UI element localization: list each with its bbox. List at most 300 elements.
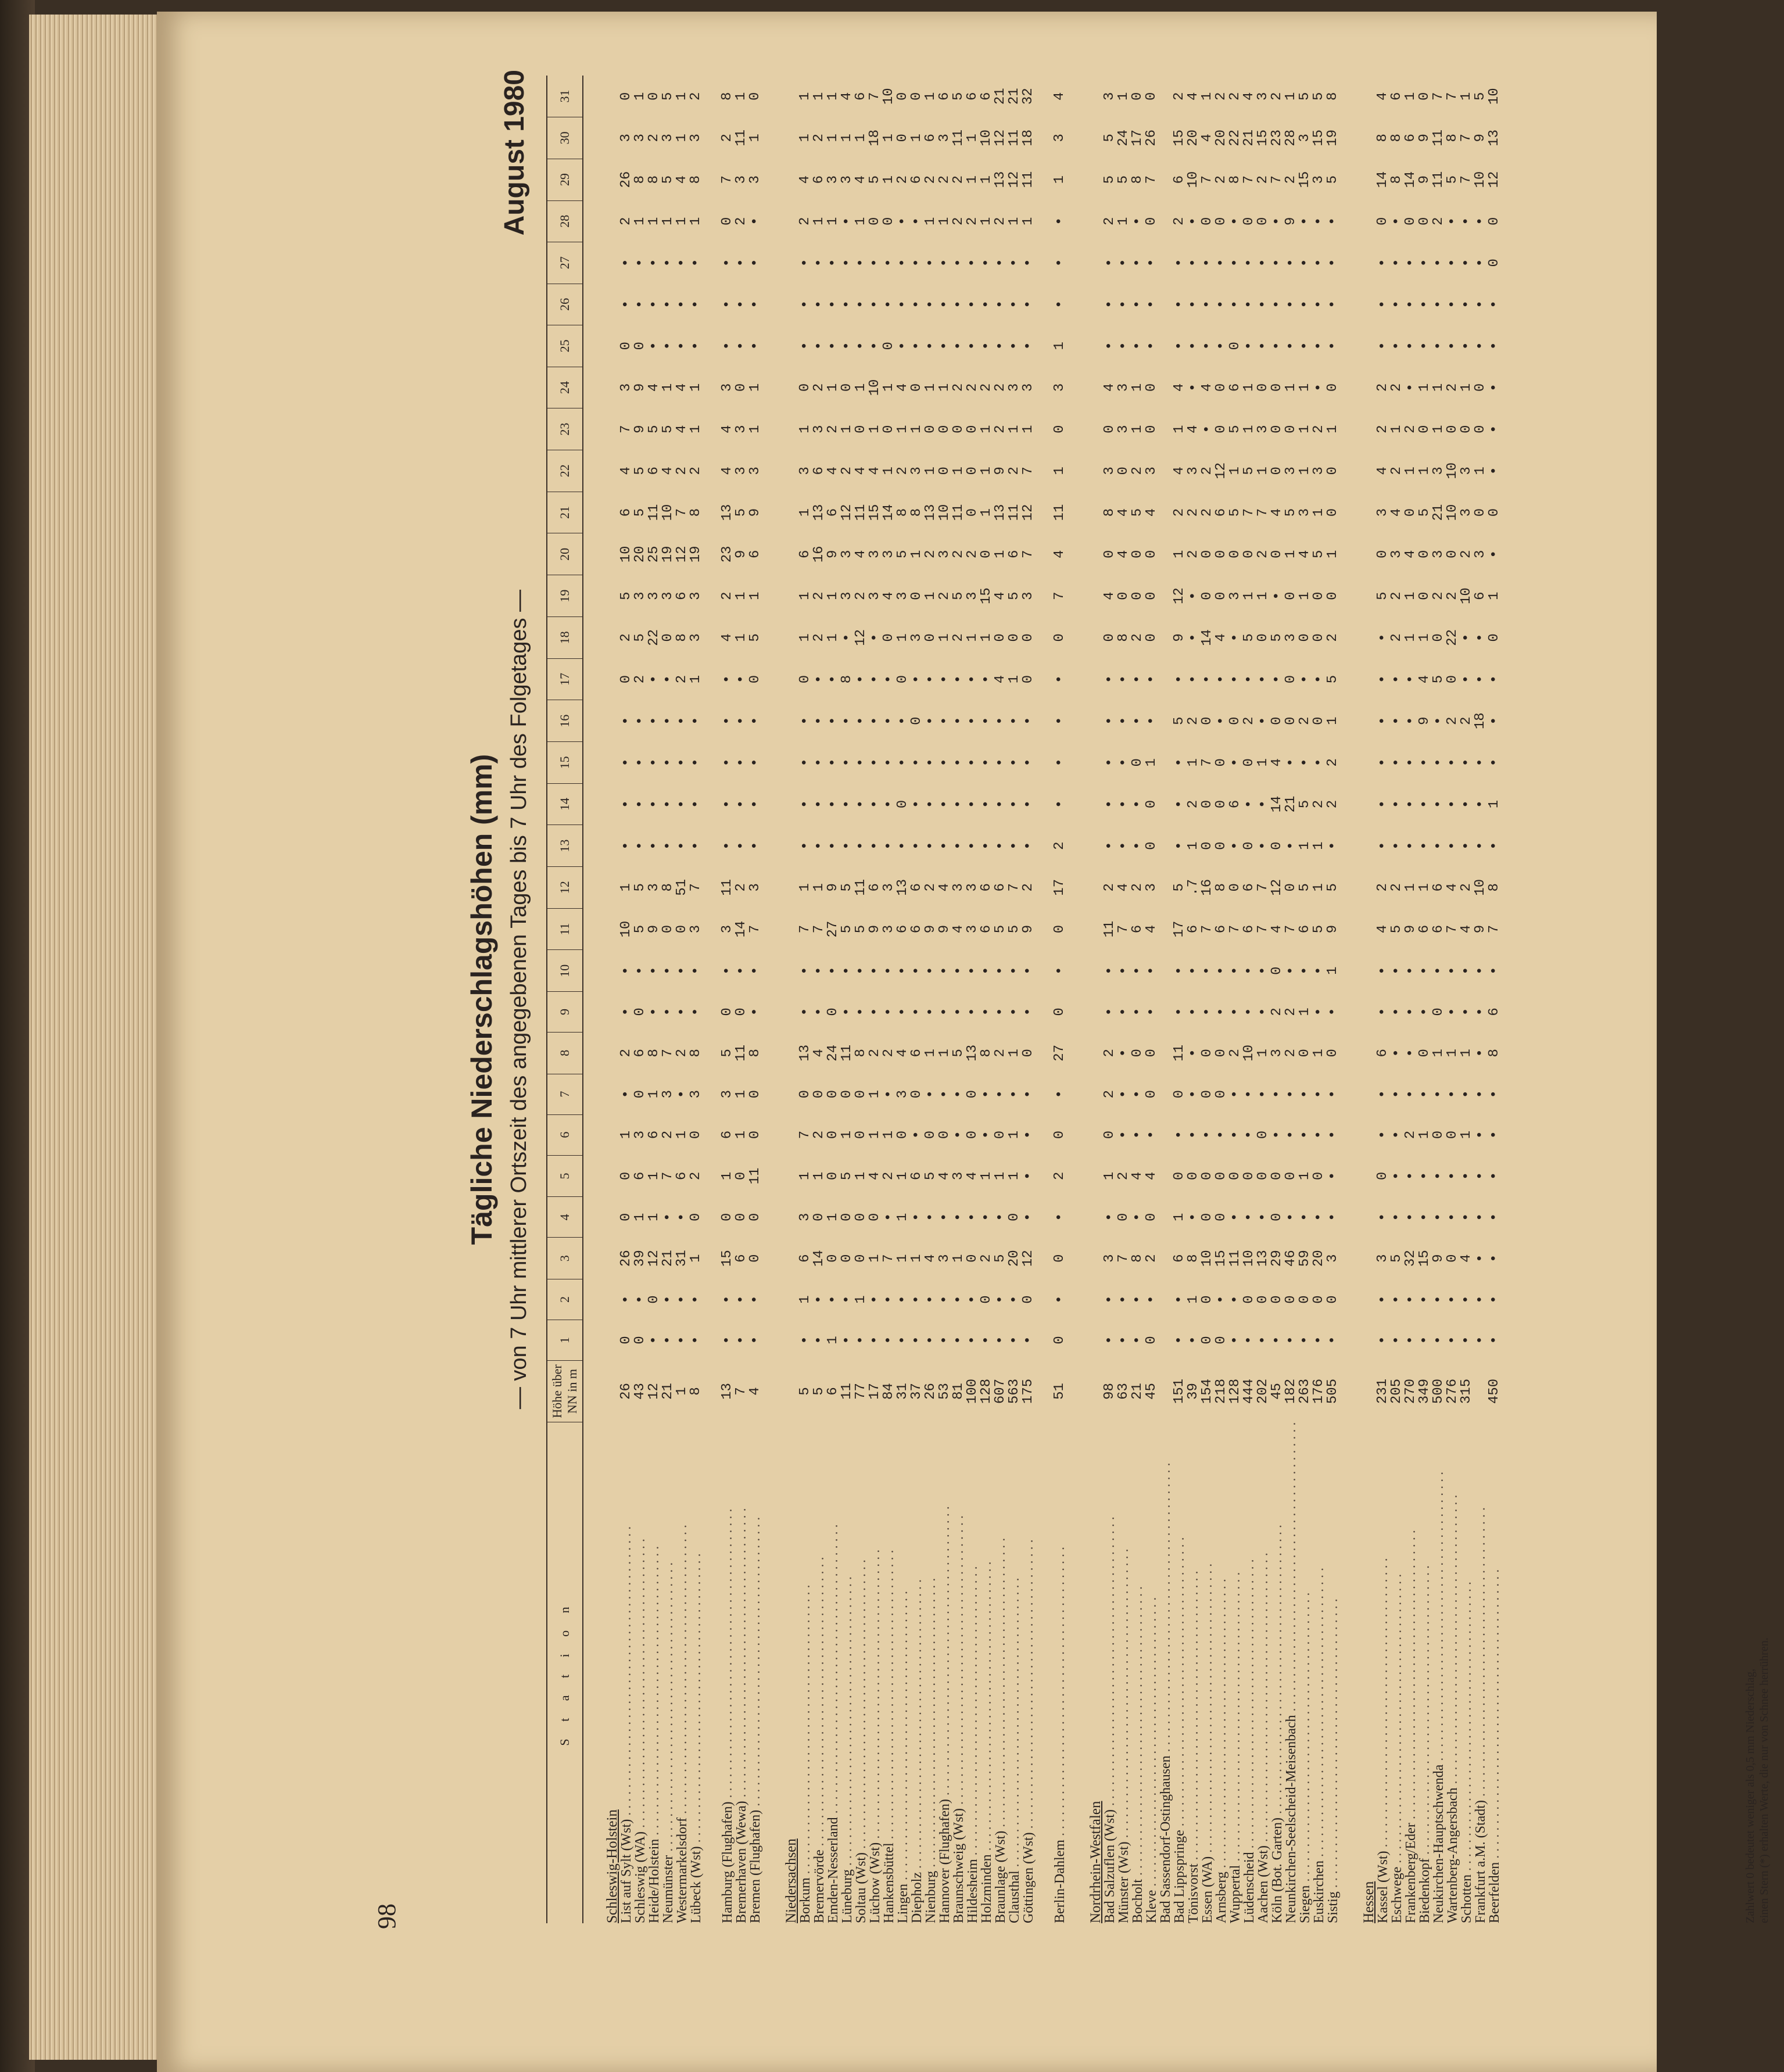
daily-value: • <box>646 342 662 350</box>
daily-value: • <box>1417 1336 1432 1345</box>
daily-value: • <box>1375 675 1391 684</box>
daily-value: 0 <box>937 1130 952 1139</box>
state-heading-row <box>601 76 619 1923</box>
group-spacer <box>1067 76 1084 1923</box>
station-height: 26 <box>618 1383 634 1400</box>
daily-value: • <box>1020 1089 1036 1099</box>
daily-value: • <box>1445 966 1460 975</box>
daily-value: • <box>632 800 648 809</box>
daily-value: 2 <box>1311 800 1327 809</box>
daily-value: • <box>881 841 897 850</box>
daily-value: 1 <box>937 1049 952 1057</box>
daily-value: 1 <box>979 633 994 642</box>
daily-value: • <box>1389 1049 1405 1057</box>
station-height: 202 <box>1255 1378 1271 1404</box>
daily-value: 6 <box>895 924 911 934</box>
daily-value: • <box>1283 758 1299 767</box>
daily-value: 4 <box>951 924 966 934</box>
daily-value: • <box>1185 1008 1201 1016</box>
daily-value: 0 <box>618 1336 634 1345</box>
state-heading-row <box>780 76 798 1923</box>
daily-value: 0 <box>1144 633 1159 642</box>
daily-value: 12 <box>1486 171 1502 188</box>
daily-value: • <box>1102 259 1117 267</box>
daily-value: • <box>811 675 827 684</box>
daily-value: • <box>797 758 813 767</box>
station-height: 276 <box>1445 1378 1460 1404</box>
daily-value: • <box>1417 342 1432 350</box>
daily-value: 1 <box>1283 550 1299 559</box>
daily-value: 1 <box>1255 467 1271 475</box>
daily-value: 1 <box>1431 383 1446 392</box>
daily-value: 0 <box>1255 1130 1271 1139</box>
table-row <box>1215 76 1228 1923</box>
daily-value: • <box>797 966 813 975</box>
daily-value: 21 <box>993 88 1008 105</box>
daily-value: • <box>1459 633 1474 642</box>
daily-value: • <box>674 342 690 350</box>
daily-value: • <box>1172 675 1187 684</box>
daily-value: • <box>1403 1213 1418 1222</box>
daily-value: • <box>674 300 690 309</box>
station-name <box>1008 1422 1022 1923</box>
station-height: 263 <box>1297 1378 1313 1404</box>
daily-value: • <box>839 1008 855 1016</box>
daily-value: 1 <box>909 425 925 433</box>
group-spacer <box>1036 76 1053 1923</box>
daily-value: • <box>1445 342 1460 350</box>
daily-value: 2 <box>951 175 966 184</box>
leader-dots: . . . . . . . . . . . . . . . . . . . . . . . . . . . . . . . . . . . . . . . . . . <box>1214 1579 1229 1872</box>
daily-value: 15 <box>867 504 883 521</box>
daily-value: 2 <box>1255 175 1271 184</box>
daily-value: 0 <box>839 1213 855 1222</box>
daily-value: • <box>1473 1336 1488 1345</box>
daily-value: 11 <box>853 504 869 521</box>
daily-value: 8 <box>688 175 704 184</box>
daily-value: 8 <box>660 883 676 892</box>
daily-value: • <box>674 716 690 725</box>
daily-value: 0 <box>1052 924 1067 934</box>
height-column-header <box>547 1360 583 1422</box>
daily-value: • <box>909 1130 925 1139</box>
daily-value: • <box>1269 259 1285 267</box>
daily-value: 3 <box>688 924 704 934</box>
daily-value: • <box>1311 1130 1327 1139</box>
station-height: 7 <box>733 1387 749 1396</box>
daily-value: 2 <box>853 592 869 600</box>
daily-value: 1 <box>1311 841 1327 850</box>
daily-value: 0 <box>1325 592 1341 600</box>
station-name-text: Tönisvorst <box>1186 1863 1201 1923</box>
daily-value: 5 <box>733 508 749 517</box>
station-name <box>952 1422 966 1923</box>
daily-value: 1 <box>979 425 994 433</box>
daily-value: 0 <box>1116 1213 1131 1222</box>
daily-value <box>1159 1197 1173 1238</box>
daily-value: 1 <box>923 383 938 392</box>
station-height: 84 <box>881 1383 897 1400</box>
daily-value: 11 <box>951 129 966 146</box>
daily-value: • <box>1486 342 1502 350</box>
daily-value: • <box>1389 675 1405 684</box>
daily-value: • <box>674 800 690 809</box>
daily-value <box>1159 700 1173 742</box>
daily-value: • <box>733 800 749 809</box>
daily-value: 51 <box>674 879 690 896</box>
daily-value: 8 <box>979 1049 994 1057</box>
daily-value: • <box>618 259 634 267</box>
daily-value: 0 <box>1227 550 1243 559</box>
daily-value: 32 <box>1403 1250 1418 1267</box>
daily-value: • <box>895 1008 911 1016</box>
daily-value: 0 <box>1255 633 1271 642</box>
daily-value: • <box>1417 841 1432 850</box>
daily-value: 0 <box>1116 467 1131 475</box>
daily-value: • <box>895 841 911 850</box>
daily-value: 1 <box>646 1089 662 1099</box>
daily-value: • <box>1213 342 1229 350</box>
daily-value: • <box>1473 217 1488 225</box>
daily-value: • <box>853 1008 869 1016</box>
daily-value: • <box>1431 1213 1446 1222</box>
daily-value: • <box>1185 1336 1201 1345</box>
daily-value: • <box>895 300 911 309</box>
daily-value: 0 <box>747 1130 763 1139</box>
daily-value: • <box>747 966 763 975</box>
daily-value: 6 <box>1227 383 1243 392</box>
daily-value: • <box>881 1008 897 1016</box>
leader-dots: . . . . . . . . . . . . . . . . . . . . . . . . . . . . . . . . . . . . . . . . . . <box>1403 1530 1418 1823</box>
daily-value: • <box>1459 675 1474 684</box>
daily-value: • <box>1052 1213 1067 1222</box>
daily-value: 12 <box>1006 171 1022 188</box>
daily-value: • <box>1130 1295 1145 1304</box>
daily-value: 6 <box>797 550 813 559</box>
daily-value: • <box>674 1295 690 1304</box>
daily-value: • <box>1473 342 1488 350</box>
daily-value: • <box>1006 841 1022 850</box>
daily-value: 0 <box>811 1213 827 1222</box>
daily-value: 1 <box>688 1254 704 1263</box>
daily-value: • <box>747 800 763 809</box>
daily-value: 13 <box>811 504 827 521</box>
daily-value: 6 <box>1185 924 1201 934</box>
daily-value: • <box>1473 841 1488 850</box>
daily-value: • <box>660 716 676 725</box>
daily-value: 4 <box>646 383 662 392</box>
page-number: 98 <box>372 1903 401 1929</box>
daily-value: 3 <box>951 883 966 892</box>
daily-value: • <box>965 966 980 975</box>
station-name-text: Lüchow (Wst) <box>868 1842 883 1923</box>
daily-value: 0 <box>1311 633 1327 642</box>
daily-value: • <box>881 1336 897 1345</box>
daily-value: • <box>1375 800 1391 809</box>
daily-value: 1 <box>1241 592 1257 600</box>
daily-value: 0 <box>1325 1049 1341 1057</box>
daily-value: • <box>1389 841 1405 850</box>
daily-value: • <box>937 1336 952 1345</box>
table-row <box>1432 76 1446 1923</box>
daily-value: • <box>1403 758 1418 767</box>
daily-value: • <box>618 300 634 309</box>
daily-value: 2 <box>1431 592 1446 600</box>
daily-value: 0 <box>1325 467 1341 475</box>
daily-value: 2 <box>1403 425 1418 433</box>
day-column-header: 17 <box>547 658 583 700</box>
daily-value: • <box>811 758 827 767</box>
daily-value: 2 <box>937 175 952 184</box>
daily-value: 2 <box>1102 1089 1117 1099</box>
daily-value: 1 <box>632 92 648 101</box>
daily-value: • <box>1375 633 1391 642</box>
station-name-text: Berlin-Dahlem <box>1052 1840 1067 1923</box>
daily-value: • <box>688 841 704 850</box>
daily-value: 2 <box>951 633 966 642</box>
station-name <box>1404 1422 1418 1923</box>
table-row <box>1159 76 1173 1923</box>
daily-value: • <box>674 1089 690 1099</box>
daily-value: 19 <box>660 546 676 563</box>
daily-value: 9 <box>1325 924 1341 934</box>
daily-value: • <box>747 841 763 850</box>
daily-value: • <box>1116 841 1131 850</box>
daily-value: • <box>1213 259 1229 267</box>
daily-value: 0 <box>1269 841 1285 850</box>
daily-value: 10 <box>979 129 994 146</box>
daily-value: • <box>1473 800 1488 809</box>
daily-value: 18 <box>1020 129 1036 146</box>
daily-value: • <box>1389 1130 1405 1139</box>
daily-value: • <box>1431 1171 1446 1181</box>
daily-value: • <box>979 716 994 725</box>
table-row <box>994 76 1008 1923</box>
daily-value: • <box>965 259 980 267</box>
daily-value: • <box>937 800 952 809</box>
station-name <box>748 1422 762 1923</box>
daily-value: 1 <box>733 592 749 600</box>
daily-value: 0 <box>719 1213 735 1222</box>
daily-value: • <box>1006 716 1022 725</box>
daily-value: 9 <box>1417 175 1432 184</box>
daily-value: • <box>923 1089 938 1099</box>
daily-value: • <box>951 1089 966 1099</box>
daily-value: • <box>1431 300 1446 309</box>
daily-value: • <box>909 841 925 850</box>
daily-value: 7 <box>1431 92 1446 101</box>
daily-value: 1 <box>1255 592 1271 600</box>
footnote-line-1: Zahlwert 0 bedeutet weniger als 0,5 mm Niederschlag, <box>1744 1668 1757 1923</box>
daily-value: 1 <box>797 592 813 600</box>
daily-value: 0 <box>1144 1213 1159 1222</box>
daily-value: 25 <box>646 546 662 563</box>
daily-value: 1 <box>937 383 952 392</box>
table-row <box>735 76 748 1923</box>
daily-value: • <box>1311 1336 1327 1345</box>
leader-dots: . . . . . . . . . . . . . . . . . . . . . . . . . . . . . . . . . . . . . . . . . . <box>633 1539 648 1832</box>
daily-value: 3 <box>1102 92 1117 101</box>
station-height: 45 <box>1269 1383 1285 1400</box>
daily-value: 3 <box>1311 467 1327 475</box>
daily-value: • <box>719 259 735 267</box>
leader-dots: . . . . . . . . . . . . . . . . . . . . . . . . . . . . . . . . . . . . . . . . . . <box>895 1591 911 1884</box>
daily-value: • <box>1473 1295 1488 1304</box>
daily-value: 7 <box>747 924 763 934</box>
daily-value: 3 <box>632 134 648 142</box>
daily-value: • <box>1227 1295 1243 1304</box>
daily-value: 4 <box>674 175 690 184</box>
daily-value: • <box>1297 300 1313 309</box>
station-name-text: Braunlage (Wst) <box>993 1830 1008 1923</box>
daily-value: 11 <box>646 504 662 521</box>
table-row <box>748 76 762 1923</box>
daily-value: • <box>1297 1336 1313 1345</box>
daily-value: • <box>1403 300 1418 309</box>
daily-value: 8 <box>1227 175 1243 184</box>
station-name <box>1270 1422 1284 1923</box>
daily-value: • <box>797 1336 813 1345</box>
daily-value: • <box>923 758 938 767</box>
daily-value: 0 <box>674 924 690 934</box>
daily-value: • <box>1185 217 1201 225</box>
daily-value: 2 <box>660 1130 676 1139</box>
daily-value: • <box>1006 342 1022 350</box>
leader-dots: . . . . . . . . . . . . . . . . . . . . . . . . . . . . . . . . . . . . . . . . . . <box>734 1508 749 1801</box>
daily-value: 1 <box>660 217 676 225</box>
daily-value: • <box>1311 383 1327 392</box>
daily-value: 4 <box>895 383 911 392</box>
daily-value: 12 <box>1269 879 1285 896</box>
daily-value: 6 <box>674 592 690 600</box>
daily-value: 10 <box>1241 1044 1257 1062</box>
daily-value: 6 <box>1241 924 1257 934</box>
station-name <box>647 1422 661 1923</box>
daily-value: 8 <box>1325 92 1341 101</box>
daily-value: 28 <box>1283 129 1299 146</box>
daily-value: • <box>1116 1008 1131 1016</box>
daily-value: 2 <box>1241 716 1257 725</box>
daily-value: 6 <box>1172 1254 1187 1263</box>
daily-value: 2 <box>839 467 855 475</box>
daily-value: 6 <box>674 1171 690 1181</box>
daily-value: • <box>1185 1130 1201 1139</box>
daily-value: • <box>993 1089 1008 1099</box>
daily-value: 1 <box>825 1213 841 1222</box>
daily-value: • <box>1459 1008 1474 1016</box>
daily-value: 3 <box>965 592 980 600</box>
daily-value: • <box>719 758 735 767</box>
daily-value: 0 <box>660 633 676 642</box>
station-height: 154 <box>1199 1378 1215 1404</box>
daily-value: • <box>1241 1089 1257 1099</box>
station-name-text: Lüneburg <box>840 1869 855 1923</box>
day-column-header: 5 <box>547 1155 583 1197</box>
daily-value: 6 <box>811 175 827 184</box>
daily-value: 15 <box>1297 171 1313 188</box>
daily-value: • <box>1403 800 1418 809</box>
daily-value: 1 <box>1185 758 1201 767</box>
daily-value: • <box>909 758 925 767</box>
daily-value: • <box>674 966 690 975</box>
daily-value: 0 <box>1130 92 1145 101</box>
daily-value: 2 <box>1459 716 1474 725</box>
station-name <box>910 1422 924 1923</box>
daily-value: • <box>1130 1336 1145 1345</box>
daily-value: 1 <box>632 217 648 225</box>
daily-value: 8 <box>1375 134 1391 142</box>
daily-value: • <box>909 1008 925 1016</box>
daily-value: • <box>1213 716 1229 725</box>
daily-value: • <box>688 758 704 767</box>
daily-value: • <box>839 259 855 267</box>
daily-value: 2 <box>719 592 735 600</box>
daily-value: 0 <box>1269 425 1285 433</box>
daily-value: • <box>688 800 704 809</box>
daily-value <box>1159 1279 1173 1320</box>
daily-value: 7 <box>688 883 704 892</box>
daily-value: 7 <box>719 175 735 184</box>
daily-value: 1 <box>1297 425 1313 433</box>
daily-value: • <box>1403 675 1418 684</box>
daily-value: 0 <box>909 592 925 600</box>
daily-value: • <box>1116 1130 1131 1139</box>
daily-value: • <box>1006 758 1022 767</box>
day-column-header: 26 <box>547 284 583 325</box>
daily-value: • <box>853 675 869 684</box>
daily-value: 6 <box>1375 1049 1391 1057</box>
daily-value: 4 <box>811 1049 827 1057</box>
daily-value: • <box>1417 259 1432 267</box>
daily-value: • <box>719 966 735 975</box>
daily-value: • <box>1375 966 1391 975</box>
daily-value: • <box>1417 1008 1432 1016</box>
daily-value: • <box>1227 1130 1243 1139</box>
daily-value: • <box>1006 1336 1022 1345</box>
daily-value: • <box>1297 1213 1313 1222</box>
daily-value: • <box>797 1008 813 1016</box>
daily-value: • <box>1459 1336 1474 1345</box>
daily-value: • <box>747 1008 763 1016</box>
daily-value: 5 <box>993 924 1008 934</box>
daily-value: • <box>674 1213 690 1222</box>
daily-value: 0 <box>632 1008 648 1016</box>
daily-value: 2 <box>993 425 1008 433</box>
leader-dots: . . . . . . . . . . . . . . . . . . . . . . . . . . . . . . . . . . . . . . . . . . <box>826 1524 841 1818</box>
daily-value: 0 <box>1102 1130 1117 1139</box>
table-row <box>1446 76 1460 1923</box>
daily-value: • <box>839 217 855 225</box>
table-row <box>1270 76 1284 1923</box>
daily-value: • <box>937 966 952 975</box>
daily-value: • <box>867 259 883 267</box>
daily-value: 1 <box>1473 467 1488 475</box>
daily-value: 1 <box>895 1171 911 1181</box>
daily-value: • <box>1172 1130 1187 1139</box>
daily-value: • <box>1445 841 1460 850</box>
daily-value: 18 <box>1473 712 1488 730</box>
day-column-header: 3 <box>547 1238 583 1279</box>
daily-value: 0 <box>1283 1171 1299 1181</box>
daily-value: • <box>1172 966 1187 975</box>
daily-value: 3 <box>1389 550 1405 559</box>
daily-value: 5 <box>660 175 676 184</box>
station-name <box>938 1422 952 1923</box>
daily-value: 0 <box>853 425 869 433</box>
daily-value: 0 <box>1241 217 1257 225</box>
daily-value: • <box>797 259 813 267</box>
daily-value: • <box>688 1008 704 1016</box>
